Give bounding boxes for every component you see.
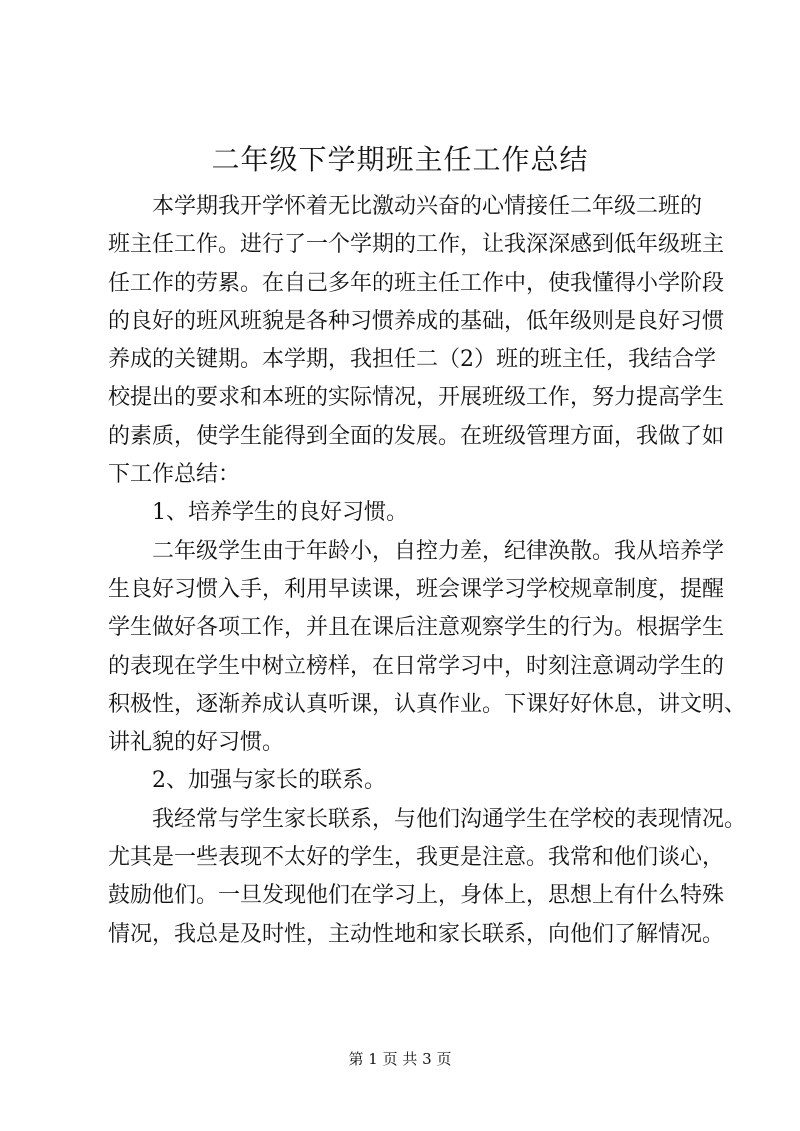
paragraph-line: 养成的关键期。本学期，我担任二（2）班的班主任，我结合学 — [108, 347, 716, 373]
paragraph-line: 学生做好各项工作，并且在课后注意观察学生的行为。根据学生 — [108, 615, 725, 641]
paragraph-line: 尤其是一些表现不太好的学生，我更是注意。我常和他们谈心， — [108, 845, 725, 871]
paragraph-line: 积极性，逐渐养成认真听课，认真作业。下课好好休息，讲文明、 — [108, 691, 747, 717]
paragraph-line: 的良好的班风班貌是各种习惯养成的基础，低年级则是良好习惯 — [108, 308, 725, 334]
section-heading: 2、加强与家长的联系。 — [152, 768, 386, 794]
paragraph-line: 情况，我总是及时性，主动性地和家长联系，向他们了解情况。 — [108, 921, 725, 947]
paragraph-line: 任工作的劳累。在自己多年的班主任工作中，使我懂得小学阶段 — [108, 270, 725, 296]
paragraph-line: 二年级学生由于年龄小，自控力差，纪律涣散。我从培养学 — [152, 538, 725, 564]
paragraph-line: 下工作总结： — [108, 462, 241, 488]
paragraph-line: 生良好习惯入手，利用早读课，班会课学习学校规章制度，提醒 — [108, 576, 725, 602]
paragraph-line: 我经常与学生家长联系，与他们沟通学生在学校的表现情况。 — [152, 806, 747, 832]
document-body — [108, 188, 747, 954]
paragraph-line: 鼓励他们。一旦发现他们在学习上，身体上，思想上有什么特殊 — [108, 883, 725, 909]
paragraph-line: 校提出的要求和本班的实际情况，开展班级工作，努力提高学生 — [108, 385, 725, 411]
paragraph-line: 的素质，使学生能得到全面的发展。在班级管理方面，我做了如 — [108, 423, 725, 449]
paragraph-line: 讲礼貌的好习惯。 — [108, 730, 285, 756]
section-heading: 1、培养学生的良好习惯。 — [152, 500, 408, 526]
paragraph-line: 班主任工作。进行了一个学期的工作，让我深深感到低年级班主 — [108, 232, 725, 258]
document-title: 二年级下学期班主任工作总结 — [211, 143, 589, 176]
paragraph-line: 的表现在学生中树立榜样，在日常学习中，时刻注意调动学生的 — [108, 653, 725, 679]
page-footer: 第 1 页 共 3 页 — [348, 1050, 452, 1068]
paragraph-line: 本学期我开学怀着无比激动兴奋的心情接任二年级二班的 — [152, 194, 703, 219]
